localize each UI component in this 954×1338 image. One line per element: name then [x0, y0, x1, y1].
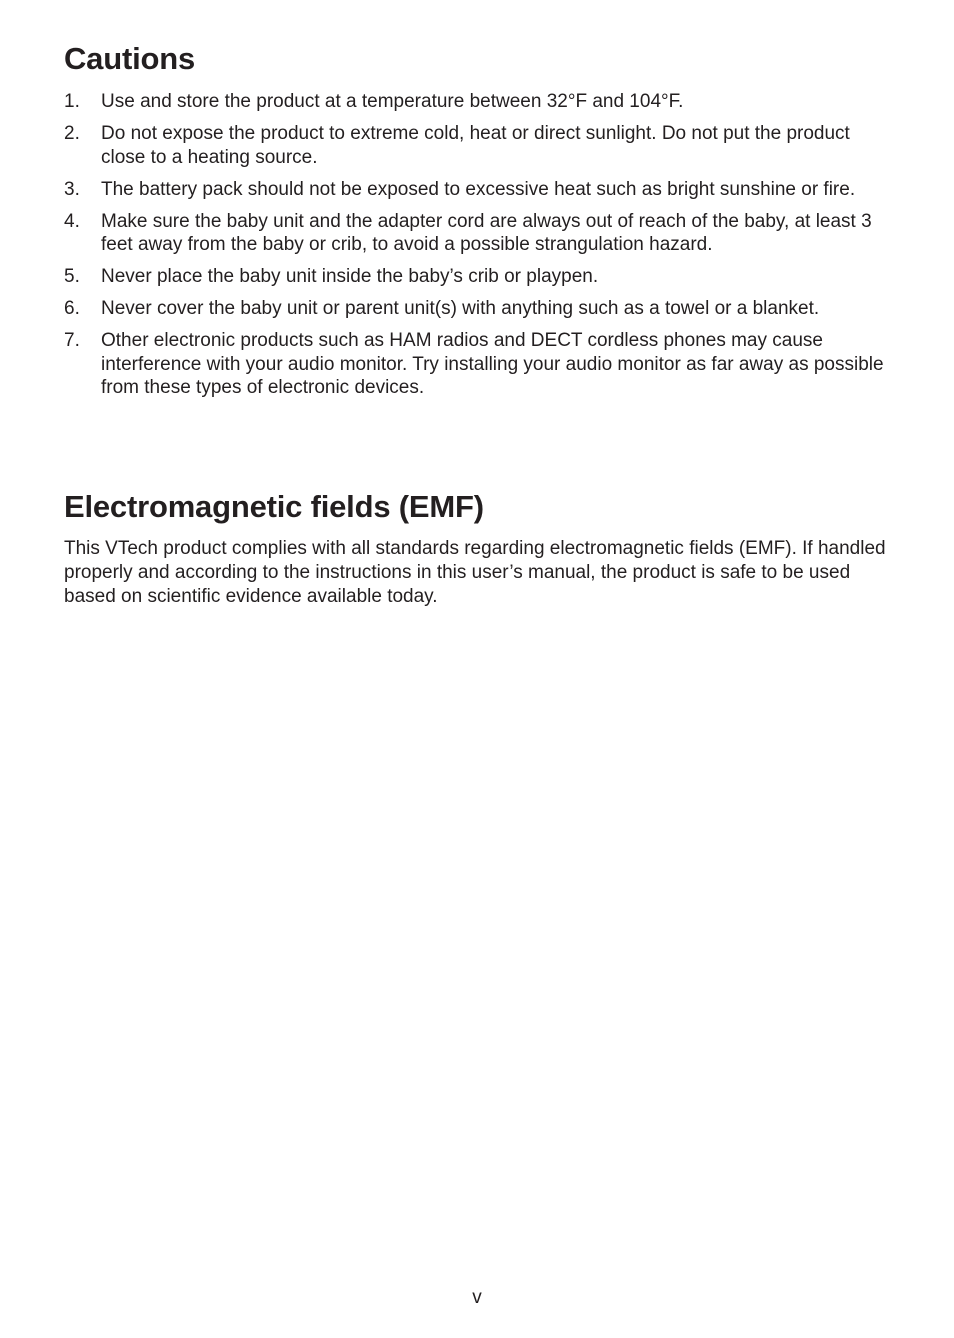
cautions-heading: Cautions: [64, 41, 196, 76]
caution-item-number: 5.: [64, 266, 80, 287]
caution-item-5: [64, 265, 894, 289]
caution-item-text: Use and store the product at a temperature between 32°F and 104°F.: [101, 91, 684, 112]
caution-item-text: The battery pack should not be exposed to excessive heat such as bright sunshine or fire.: [101, 178, 856, 200]
caution-item-1: [64, 90, 894, 114]
caution-item-number: 1.: [64, 91, 80, 112]
emf-heading: Electromagnetic fields (EMF): [64, 489, 484, 524]
caution-item-text: Never cover the baby unit or parent unit(s) with anything such as a towel or a blanket.: [101, 298, 820, 319]
caution-item-number: 3.: [64, 178, 80, 200]
caution-item-4: [64, 210, 894, 257]
caution-item-number: 4.: [64, 210, 80, 232]
cautions-list: [64, 90, 894, 408]
caution-item-number: 2.: [64, 123, 80, 144]
caution-item-text: Do not expose the product to extreme cold, heat or direct sunlight. Do not put the product close to a heating source.: [101, 123, 850, 168]
caution-item-number: 7.: [64, 330, 80, 351]
caution-item-text: Make sure the baby unit and the adapter cord are always out of reach of the baby, at least 3 feet away from the baby or crib, to avoid a possible strangulation hazard.: [101, 210, 872, 255]
caution-item-3: [64, 178, 894, 202]
caution-item-text: Never place the baby unit inside the baby’s crib or playpen.: [101, 266, 599, 287]
caution-item-2: [64, 122, 894, 169]
caution-item-text: Other electronic products such as HAM radios and DECT cordless phones may cause interference with your audio monitor. Try installing your audio monitor as far away as possible from these types of electronic devices.: [101, 330, 884, 398]
caution-item-number: 6.: [64, 298, 80, 319]
page-number: v: [472, 1287, 482, 1308]
emf-paragraph: This VTech product complies with all standards regarding electromagnetic fields (EMF). If handled properly and according to the instructions in this user’s manual, the product is safe to be used based on scientific evidence available today.: [64, 538, 886, 607]
caution-item-7: [64, 329, 894, 400]
caution-item-6: [64, 297, 894, 321]
